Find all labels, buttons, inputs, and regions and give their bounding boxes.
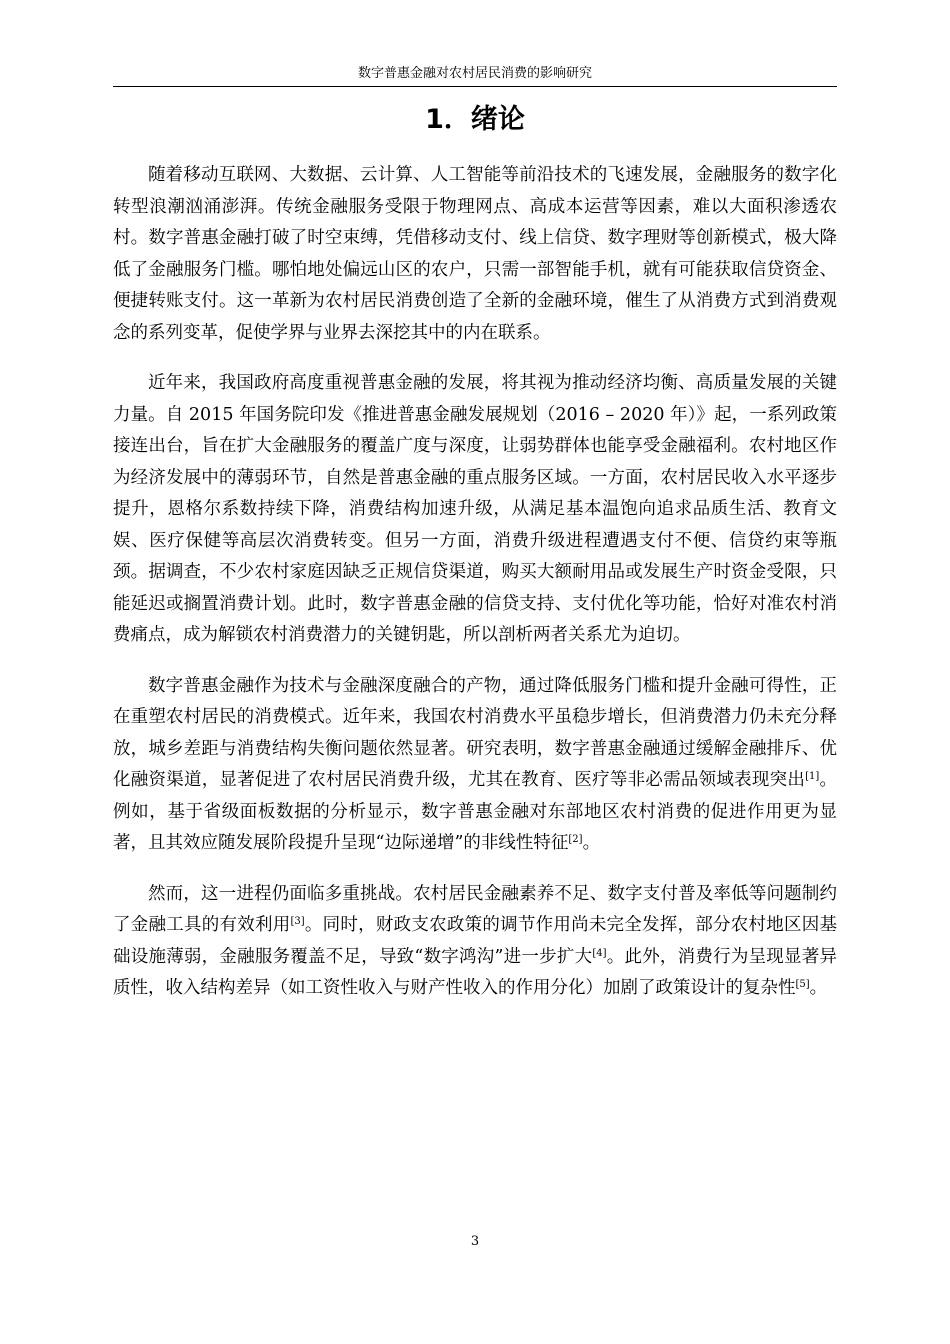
paragraph-text: 。 bbox=[809, 978, 828, 998]
citation-ref-2[interactable]: [2] bbox=[568, 834, 583, 845]
paragraph-text: 。同时，财政支农政策的调节作用尚未完全发挥，部分农村地区因基础设施薄弱，金融服务覆盖不足，导致“数字鸿沟”进一步扩大 bbox=[113, 915, 838, 967]
paragraph-4 bbox=[113, 879, 837, 1005]
paragraph-3 bbox=[113, 671, 837, 860]
paragraph-text: 。 bbox=[582, 833, 601, 853]
paragraph-1 bbox=[113, 160, 837, 349]
chapter-title: 1．绪论 bbox=[425, 104, 525, 135]
header-rule bbox=[113, 86, 837, 87]
paragraph-text: 。此外，消费行为呈现显著异质性，收入结构差异（如工资性收入与财产性收入的作用分化）加剧了政策设计的复杂性 bbox=[113, 946, 837, 998]
paragraph-text: 然而，这一进程仍面临多重挑战。农村居民金融素养不足、数字支付普及率低等问题制约了金融工具的有效利用 bbox=[113, 883, 837, 935]
page-number: 3 bbox=[470, 1234, 480, 1249]
paragraph-2 bbox=[113, 368, 837, 652]
paragraph-text: 数字普惠金融作为技术与金融深度融合的产物，通过降低服务门槛和提升金融可得性，正在重塑农村居民的消费模式。近年来，我国农村消费水平虽稳步增长，但消费潜力仍未充分释放，城乡差距与消费结构失衡问题依然显著。研究表明，数字普惠金融通过缓解金融排斥、优化融资渠道，显著促进了农村居民消费升级，尤其在教育、医疗等非必需品领域表现突出 bbox=[113, 675, 837, 790]
citation-ref-3[interactable]: [3] bbox=[290, 916, 305, 927]
paragraph-text: 。例如，基于省级面板数据的分析显示，数字普惠金融对东部地区农村消费的促进作用更为显著，且其效应随发展阶段提升呈现“边际递增”的非线性特征 bbox=[113, 770, 838, 853]
paragraph-text: 近年来，我国政府高度重视普惠金融的发展，将其视为推动经济均衡、高质量发展的关键力量。自 2015 年国务院印发《推进普惠金融发展规划（2016 – 2020 年）》起，一系列政策接连出台，旨在扩大金融服务的覆盖广度与深度，让弱势群体也能享受金融福利。农村地区作为经济发展中的薄弱环节，自然是普惠金融的重点服务区域。一方面，农村居民收入水平逐步提升，恩格尔系数持续下降，消费结构加速升级，从满足基本温饱向追求品质生活、教育文娱、医疗保健等高层次消费转变。但另一方面，消费升级进程遭遇支付不便、信贷约束等瓶颈。据调查，不少农村家庭因缺乏正规信贷渠道，购买大额耐用品或发展生产时资金受限，只能延迟或搁置消费计划。此时，数字普惠金融的信贷支持、支付优化等功能，恰好对准农村消费痛点，成为解锁农村消费潜力的关键钥匙，所以剖析两者关系尤为迫切。 bbox=[113, 373, 837, 645]
citation-ref-1[interactable]: [1] bbox=[805, 771, 820, 782]
citation-ref-5[interactable]: [5] bbox=[795, 979, 810, 990]
paragraph-text: 随着移动互联网、大数据、云计算、人工智能等前沿技术的飞速发展，金融服务的数字化转型浪潮汹涌澎湃。传统金融服务受限于物理网点、高成本运营等因素，难以大面积渗透农村。数字普惠金融打破了时空束缚，凭借移动支付、线上信贷、数字理财等创新模式，极大降低了金融服务门槛。哪怕地处偏远山区的农户，只需一部智能手机，就有可能获取信贷资金、便捷转账支付。这一革新为农村居民消费创造了全新的金融环境，催生了从消费方式到消费观念的系列变革，促使学界与业界去深挖其中的内在联系。 bbox=[113, 165, 837, 343]
citation-ref-4[interactable]: [4] bbox=[592, 947, 607, 959]
body-text bbox=[113, 160, 837, 1024]
running-header: 数字普惠金融对农村居民消费的影响研究 bbox=[357, 66, 592, 81]
